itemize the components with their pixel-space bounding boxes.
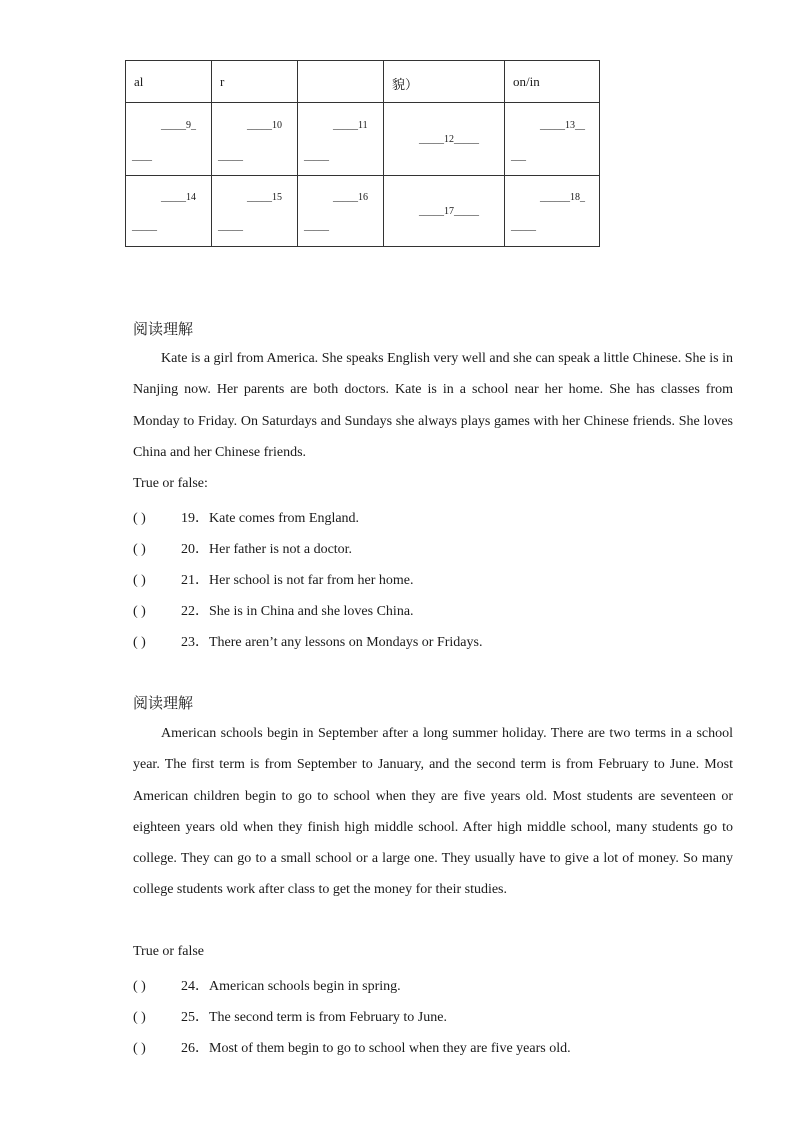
reading2-paragraph — [133, 718, 733, 906]
blank-cell-17[interactable] — [384, 176, 505, 247]
question-text: 21．Her school is not far from her home. — [181, 573, 414, 588]
blank-label: _____17_____ — [419, 206, 479, 217]
blank-cell-10[interactable] — [212, 103, 298, 176]
header-text: 貌） — [392, 77, 419, 92]
reading1-title: 阅读理解 — [133, 322, 194, 338]
blank-line: _____ — [218, 221, 243, 232]
blank-cell-14[interactable] — [126, 176, 212, 247]
blank-line: _____ — [132, 221, 157, 232]
blank-label: _____15 — [247, 192, 282, 203]
header-cell — [505, 61, 600, 103]
answer-table — [125, 60, 600, 247]
blank-line: _____ — [304, 221, 329, 232]
blank-label: _____13__ — [540, 120, 585, 131]
question-text: 26．Most of them begin to go to school when they are five years old. — [181, 1041, 571, 1056]
header-cell — [384, 61, 505, 103]
answer-bracket[interactable]: ( ) — [133, 979, 146, 994]
answer-bracket[interactable]: ( ) — [133, 573, 146, 588]
table-header-row — [126, 61, 600, 103]
question-21 — [133, 569, 414, 589]
blank-label: _____11 — [333, 120, 368, 131]
blank-label: _____16 — [333, 192, 368, 203]
reading2-title: 阅读理解 — [133, 696, 194, 712]
header-text: r — [220, 74, 225, 89]
blank-line: ___ — [511, 151, 526, 162]
question-26 — [133, 1037, 571, 1057]
blank-line: ____ — [132, 151, 152, 162]
answer-bracket[interactable]: ( ) — [133, 511, 146, 526]
reading1-paragraph — [133, 343, 733, 468]
header-cell — [298, 61, 384, 103]
blank-cell-11[interactable] — [298, 103, 384, 176]
answer-bracket[interactable]: ( ) — [133, 1010, 146, 1025]
question-22 — [133, 600, 414, 620]
question-text: 22．She is in China and she loves China. — [181, 604, 414, 619]
blank-label: _____10 — [247, 120, 282, 131]
blank-label: _____14 — [161, 192, 196, 203]
blank-cell-13[interactable] — [505, 103, 600, 176]
question-text: 24．American schools begin in spring. — [181, 979, 401, 994]
blank-label: ______18_ — [540, 192, 585, 203]
question-text: 19．Kate comes from England. — [181, 511, 360, 526]
reading1-instruction: True or false: — [133, 476, 208, 491]
question-text: 23．There aren’t any lessons on Mondays or Fridays. — [181, 635, 483, 650]
answer-bracket[interactable]: ( ) — [133, 542, 146, 557]
blank-cell-15[interactable] — [212, 176, 298, 247]
blank-cell-9[interactable] — [126, 103, 212, 176]
blank-cell-12[interactable] — [384, 103, 505, 176]
header-cell — [212, 61, 298, 103]
question-text: 20．Her father is not a doctor. — [181, 542, 353, 557]
question-20 — [133, 538, 352, 558]
header-cell — [126, 61, 212, 103]
table-row — [126, 176, 600, 247]
header-text: al — [134, 74, 144, 89]
table-row — [126, 103, 600, 176]
blank-line: _____ — [218, 151, 243, 162]
answer-bracket[interactable]: ( ) — [133, 635, 146, 650]
blank-cell-16[interactable] — [298, 176, 384, 247]
reading2-paragraph-text: American schools begin in September after a long summer holiday. There are two terms in a school year. The first term is from September to January, and the second term is from February to June. Most American children begin to go to school when they are five years old. Most students are seventeen or eighteen years old when they finish high middle school. After high middle school, many students go to college. They can go to a small school or a large one. They usually have to give a lot of money. So many college students work after class to get the money for their studies. — [133, 726, 733, 898]
question-25 — [133, 1006, 447, 1026]
question-23 — [133, 631, 482, 651]
blank-line: _____ — [511, 221, 536, 232]
blank-cell-18[interactable] — [505, 176, 600, 247]
blank-label: _____12_____ — [419, 134, 479, 145]
answer-bracket[interactable]: ( ) — [133, 1041, 146, 1056]
blank-label: _____9_ — [161, 120, 196, 131]
header-text: on/in — [513, 74, 540, 89]
reading2-instruction: True or false — [133, 944, 205, 959]
blank-line: _____ — [304, 151, 329, 162]
question-19 — [133, 507, 359, 527]
question-24 — [133, 975, 401, 995]
answer-bracket[interactable]: ( ) — [133, 604, 146, 619]
question-text: 25．The second term is from February to June. — [181, 1010, 447, 1025]
reading1-paragraph-text: Kate is a girl from America. She speaks English very well and she can speak a little Chinese. She is in Nanjing now. Her parents are both doctors. Kate is in a school near her home. She has classes from Monday to Friday. On Saturdays and Sundays she always plays games with her Chinese friends. She loves China and her Chinese friends. — [133, 351, 733, 460]
